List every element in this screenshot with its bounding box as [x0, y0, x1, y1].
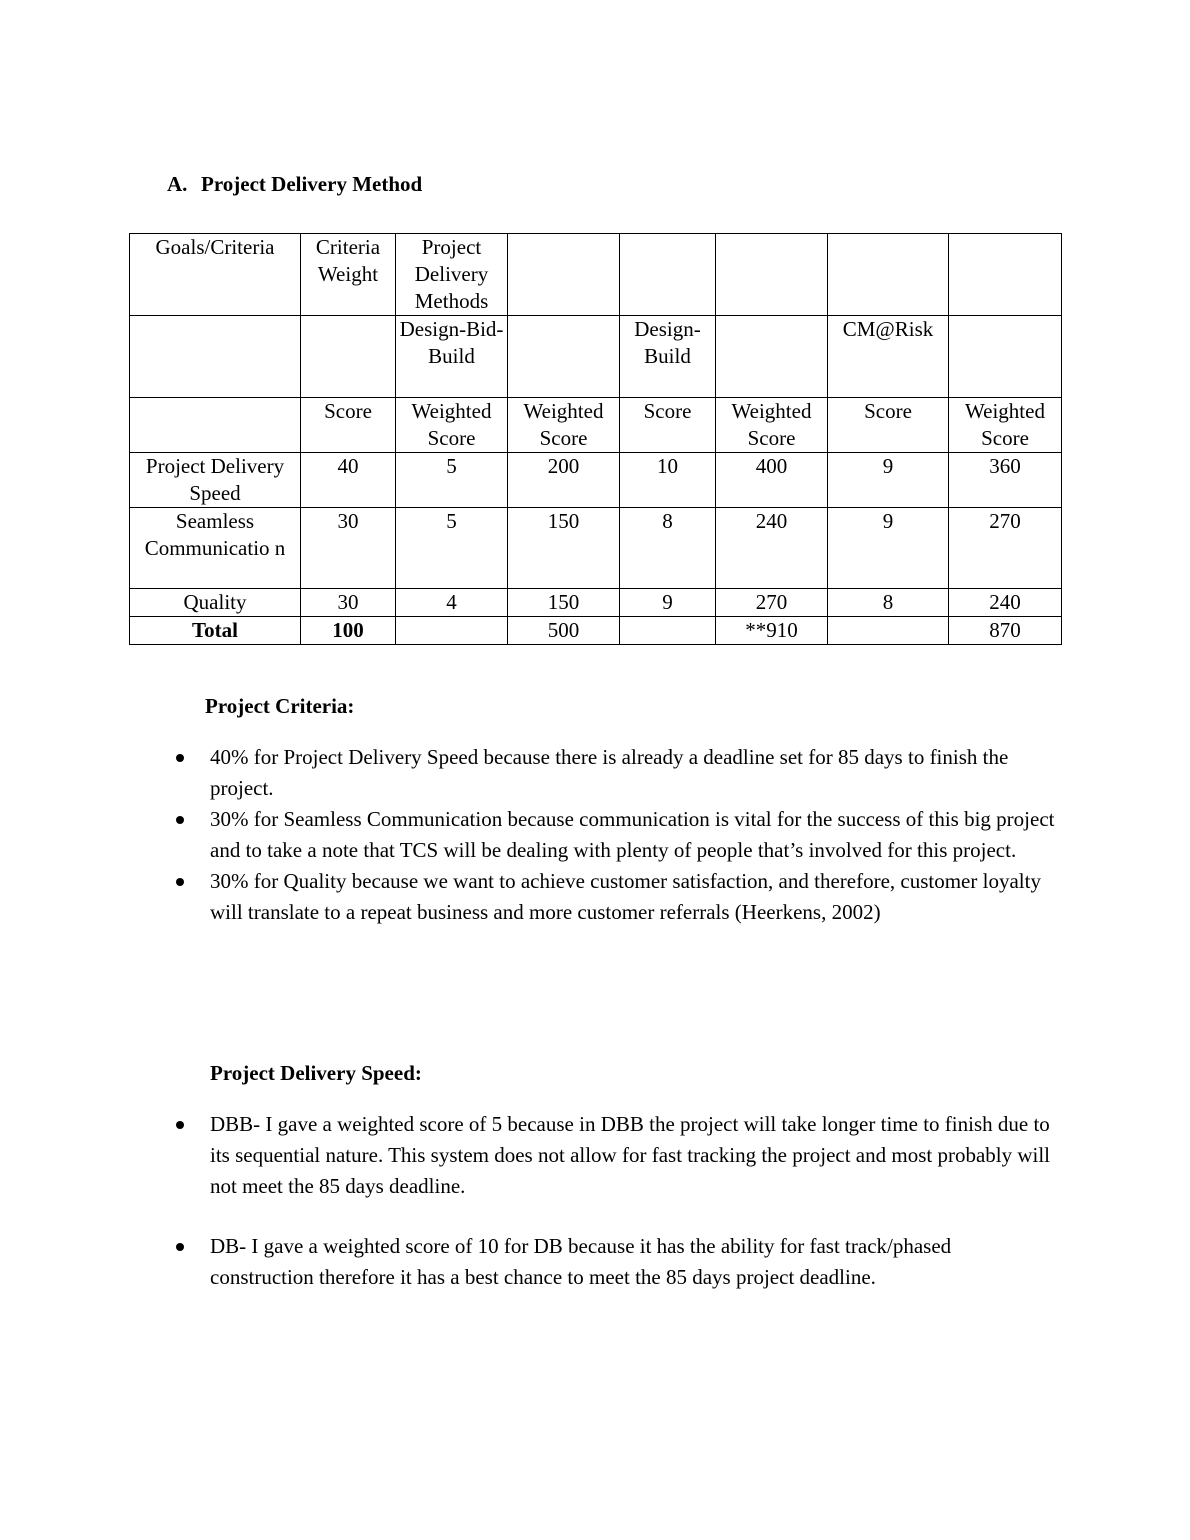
- table-cell: 30: [301, 508, 396, 589]
- project-delivery-table: [129, 233, 1062, 645]
- criteria-heading: Project Criteria:: [205, 694, 355, 718]
- list-item: [210, 1231, 1060, 1293]
- table-cell: 9: [828, 508, 949, 589]
- table-cell: CM@Risk: [828, 316, 949, 398]
- list-item: [210, 1109, 1060, 1202]
- table-cell: Quality: [130, 589, 301, 617]
- table-cell: 5: [396, 453, 508, 508]
- table-cell: Seamless Communicatio n: [130, 508, 301, 589]
- total-label: Total: [130, 617, 301, 645]
- table-cell: Weighted Score: [508, 398, 620, 453]
- table-cell: [301, 316, 396, 398]
- table-cell: Project Delivery Methods: [396, 234, 508, 316]
- section-number: A.: [167, 172, 188, 196]
- bullet-icon: [176, 1243, 184, 1251]
- table-cell: Design-Bid-Build: [396, 316, 508, 398]
- table-cell: 150: [508, 508, 620, 589]
- speed-heading: Project Delivery Speed:: [210, 1061, 422, 1085]
- list-item-text: DBB- I gave a weighted score of 5 because in DBB the project will take longer time to finish due to its sequential nature. This system does not allow for fast tracking the project and most probably will not meet the 85 days deadline.: [210, 1112, 1051, 1198]
- table-cell: 5: [396, 508, 508, 589]
- table-cell: [130, 316, 301, 398]
- table-cell: Score: [301, 398, 396, 453]
- table-cell: [716, 316, 828, 398]
- table-cell: 360: [949, 453, 1062, 508]
- table-cell: 150: [508, 589, 620, 617]
- table-cell: [130, 398, 301, 453]
- table-cell: 8: [620, 508, 716, 589]
- list-item: [210, 742, 1060, 804]
- table-cell: Weighted Score: [396, 398, 508, 453]
- table-cell: 9: [620, 589, 716, 617]
- table-row: [130, 453, 1062, 508]
- speed-list: [210, 1109, 1060, 1293]
- table-cell: [508, 316, 620, 398]
- table-cell: [828, 617, 949, 645]
- table-cell: [949, 316, 1062, 398]
- table-cell: Project Delivery Speed: [130, 453, 301, 508]
- list-item-text: 40% for Project Delivery Speed because there is already a deadline set for 85 days to finish the project.: [210, 745, 1009, 800]
- table-cell: 870: [949, 617, 1062, 645]
- table-row: [130, 234, 1062, 316]
- table-cell: Design-Build: [620, 316, 716, 398]
- table-cell: 270: [716, 589, 828, 617]
- list-item: [210, 866, 1060, 928]
- table-row-total: [130, 617, 1062, 645]
- table-cell: Score: [620, 398, 716, 453]
- table-cell: 400: [716, 453, 828, 508]
- table-cell: [828, 234, 949, 316]
- table-cell: 10: [620, 453, 716, 508]
- table-cell: 40: [301, 453, 396, 508]
- table-cell: 240: [716, 508, 828, 589]
- total-weight: 100: [301, 617, 396, 645]
- table-cell: [620, 617, 716, 645]
- section-title: Project Delivery Method: [201, 172, 423, 196]
- table-row: [130, 316, 1062, 398]
- table-cell: 240: [949, 589, 1062, 617]
- table-row: [130, 589, 1062, 617]
- section-heading: [167, 171, 422, 198]
- list-item: [210, 804, 1060, 866]
- bullet-icon: [176, 1121, 184, 1129]
- table-cell: **910: [716, 617, 828, 645]
- table-cell: [949, 234, 1062, 316]
- list-item-text: 30% for Seamless Communication because communication is vital for the success of this big project and to take a note that TCS will be dealing with plenty of people that’s involved for this project.: [210, 807, 1055, 862]
- table-cell: 500: [508, 617, 620, 645]
- table-cell: 9: [828, 453, 949, 508]
- table-cell: Weighted Score: [716, 398, 828, 453]
- table-cell: Criteria Weight: [301, 234, 396, 316]
- table-row: [130, 508, 1062, 589]
- table-cell: 270: [949, 508, 1062, 589]
- table-cell: 8: [828, 589, 949, 617]
- table-cell: Goals/Criteria: [130, 234, 301, 316]
- table-cell: 30: [301, 589, 396, 617]
- table-cell: [396, 617, 508, 645]
- table-cell: Weighted Score: [949, 398, 1062, 453]
- table-cell: 200: [508, 453, 620, 508]
- table-cell: Score: [828, 398, 949, 453]
- table-cell: 4: [396, 589, 508, 617]
- bullet-icon: [176, 816, 184, 824]
- table-cell: [508, 234, 620, 316]
- bullet-icon: [176, 754, 184, 762]
- table-row: [130, 398, 1062, 453]
- table-cell: [620, 234, 716, 316]
- bullet-icon: [176, 878, 184, 886]
- criteria-list: [210, 742, 1060, 928]
- list-item-text: DB- I gave a weighted score of 10 for DB because it has the ability for fast track/phased construction therefore it has a best chance to meet the 85 days project deadline.: [210, 1234, 952, 1289]
- table-cell: [716, 234, 828, 316]
- list-item-text: 30% for Quality because we want to achieve customer satisfaction, and therefore, customer loyalty will translate to a repeat business and more customer referrals (Heerkens, 2002): [210, 869, 1041, 924]
